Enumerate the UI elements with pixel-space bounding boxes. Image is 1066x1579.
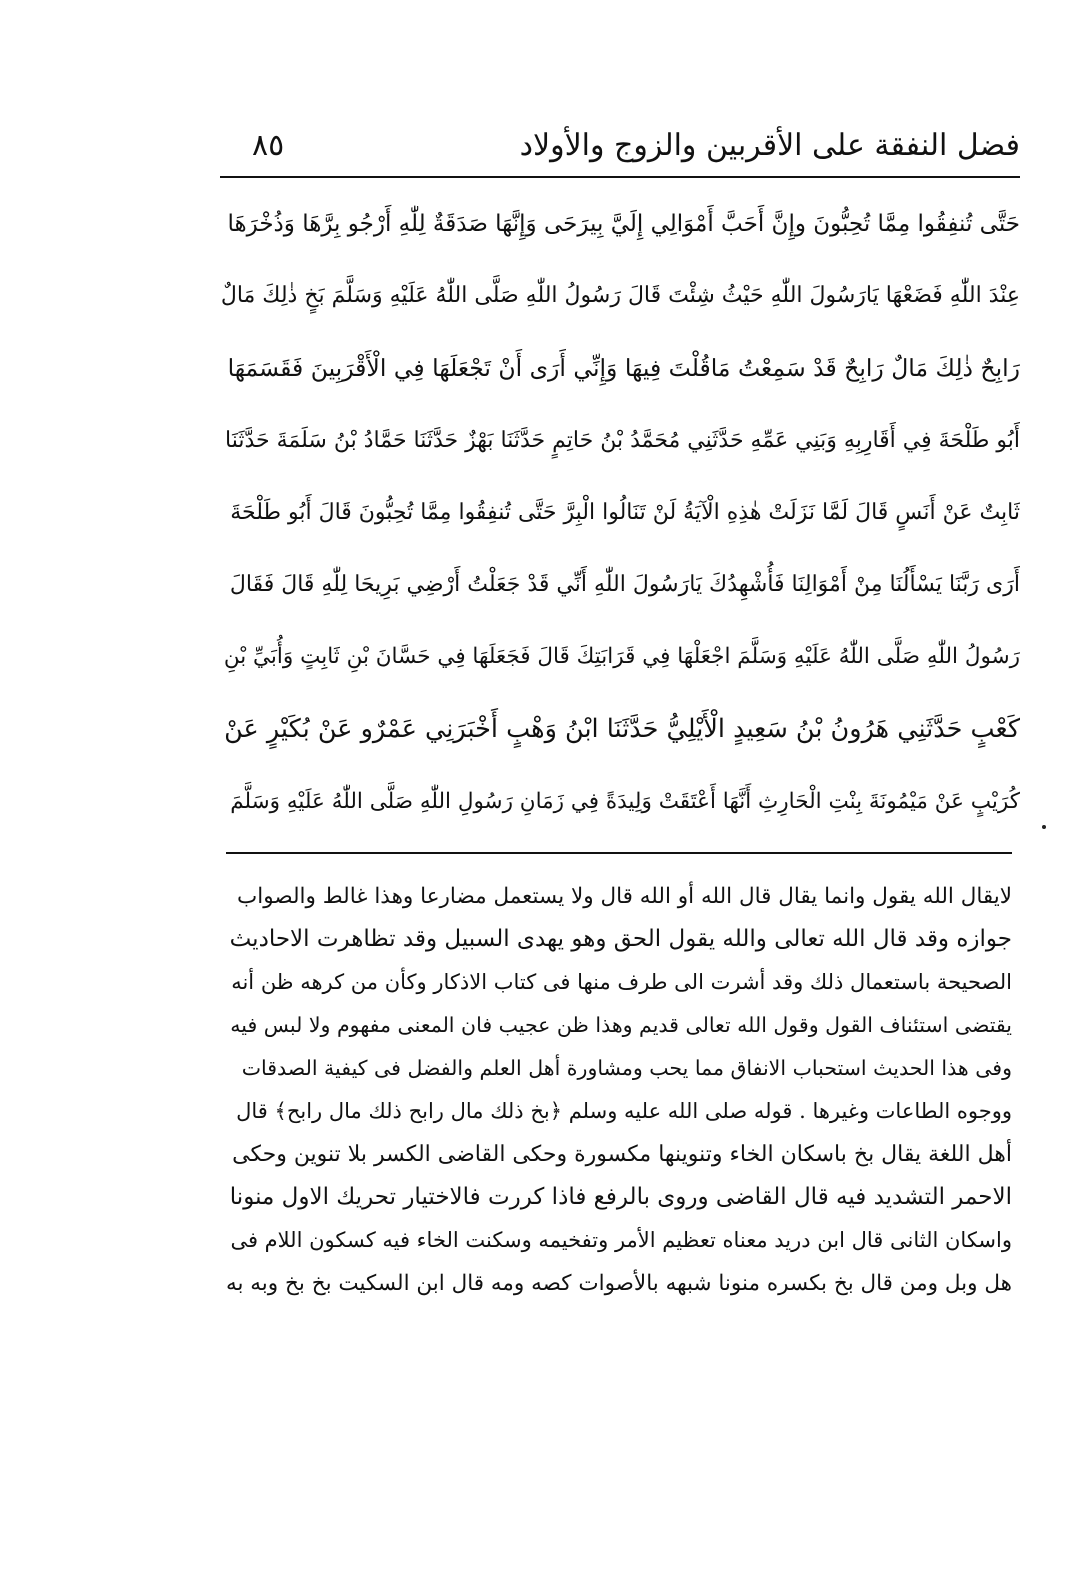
text-line: كَعْبٍ حَدَّثَنِي هَرُونُ بْنُ سَعِيدٍ الْأَيْلِيُّ حَدَّثَنَا ابْنُ وَهْبٍ أَخْبَرَنِي عَمْرٌو عَنْ بُكَيْرٍ عَنْ <box>224 714 1020 745</box>
footnote-line: أهل اللغة يقال بخ باسكان الخاء وتنوينها مكسورة وحكى القاضى الكسر بلا تنوين وحكى <box>232 1142 1012 1167</box>
text-line: عِنْدَ اللّٰهِ فَضَعْهَا يَارَسُولَ اللّٰهِ حَيْثُ شِئْتَ قَالَ رَسُولُ اللّٰهِ صَلَّى اللّٰهُ عَلَيْهِ وَسَلَّمَ بَخٍ ذٰلِكَ مَالٌ <box>220 283 1020 309</box>
footnote-line: وفى هذا الحديث استحباب الانفاق مما يحب ومشاورة أهل العلم والفضل فى كيفية الصدقات <box>241 1056 1012 1080</box>
text-line: كُرَيْبٍ عَنْ مَيْمُونَةَ بِنْتِ الْحَارِثِ أَنَّهَا أَعْتَقَتْ وَلِيدَةً فِي زَمَانِ رَسُولِ اللّٰهِ صَلَّى اللّٰهُ عَلَيْهِ وَسَلَّمَ <box>230 788 1020 814</box>
text-line: حَتَّى تُنفِقُوا مِمَّا تُحِبُّونَ وإِنَّ أَحَبَّ أَمْوَالِي إِلَيَّ بِيرَحَى وَإِنَّهَا صَدَقَةٌ لِلّٰهِ أَرْجُو بِرَّهَا وَذُخْرَهَا <box>227 211 1020 237</box>
footnote-divider <box>226 852 1012 854</box>
hadith-text <box>220 188 1020 838</box>
commentary-footnotes <box>226 875 1012 1395</box>
footnote-line: جوازه وقد قال الله تعالى والله يقول الحق وهو يهدى السبيل وقد تظاهرت الاحاديث <box>229 926 1012 952</box>
footnote-line: ووجوه الطاعات وغيرها . قوله صلى الله عليه وسلم ﴿بخ ذلك مال رابح ذلك مال رابح﴾ قال <box>236 1099 1012 1123</box>
header-divider <box>220 176 1020 178</box>
text-line: ثَابِتٌ عَنْ أَنَسٍ قَالَ لَمَّا نَزَلَتْ هٰذِهِ الْآيَةُ لَنْ تَنَالُوا الْبِرَّ حَتَّى تُنفِقُوا مِمَّا تُحِبُّونَ قَالَ أَبُو طَلْحَةَ <box>230 499 1020 525</box>
footnote-line: هل وبل ومن قال بخ بكسره منونا شبهه بالأصوات كصه ومه قال ابن السكيت بخ بخ وبه به <box>226 1271 1012 1296</box>
footnote-line: الاحمر التشديد فيه قال القاضى وروى بالرفع فاذا كررت فالاختيار تحريك الاول منونا <box>229 1184 1012 1210</box>
chapter-title: فضل النفقة على الأقربين والزوج والأولاد <box>519 128 1020 163</box>
text-line: رَابِحٌ ذٰلِكَ مَالٌ رَابِحٌ قَدْ سَمِعْتُ مَاقُلْتَ فِيهَا وَإِنِّي أَرَى أَنْ تَجْعَلَهَا فِي الْأَقْرَبِينَ فَقَسَمَهَا <box>227 354 1020 383</box>
page-number: ٨٥ <box>252 128 285 163</box>
scan-speck <box>1042 825 1046 829</box>
page-header <box>220 120 1020 172</box>
footnote-line: لايقال الله يقول وانما يقال قال الله أو الله قال ولا يستعمل مضارعا وهذا غالط والصواب <box>237 884 1012 909</box>
text-line: رَسُولُ اللّٰهِ صَلَّى اللّٰهُ عَلَيْهِ وَسَلَّمَ اجْعَلْهَا فِي قَرَابَتِكَ قَالَ فَجَعَلَهَا فِي حَسَّانَ بْنِ ثَابِتٍ وَأُبَيِّ بْنِ <box>223 644 1020 670</box>
text-line: أَرَى رَبَّنَا يَسْأَلُنَا مِنْ أَمْوَالِنَا فَأُشْهِدُكَ يَارَسُولَ اللّٰهِ أَنِّي قَدْ جَعَلْتُ أَرْضِي بَرِيحَا لِلّٰهِ قَالَ فَقَالَ <box>229 571 1020 597</box>
text-line: أَبُو طَلْحَةَ فِي أَقَارِبِهِ وَبَنِي عَمِّهِ حَدَّثَنِي مُحَمَّدُ بْنُ حَاتِمٍ حَدَّثَنَا بَهْزٌ حَدَّثَنَا حَمَّادُ بْنُ سَلَمَةَ حَدَّثَنَا <box>225 427 1020 453</box>
footnote-line: يقتضى استئناف القول وقول الله تعالى قديم وهذا ظن عجيب فان المعنى مفهوم ولا لبس فيه <box>230 1013 1012 1037</box>
footnote-line: واسكان الثانى قال ابن دريد معناه تعظيم الأمر وتفخيمه وسكنت الخاء فيه كسكون اللام فى <box>230 1228 1012 1252</box>
footnote-line: الصحيحة باستعمال ذلك وقد أشرت الى طرف منها فى كتاب الاذكار وكأن من كرهه ظن أنه <box>231 970 1012 994</box>
